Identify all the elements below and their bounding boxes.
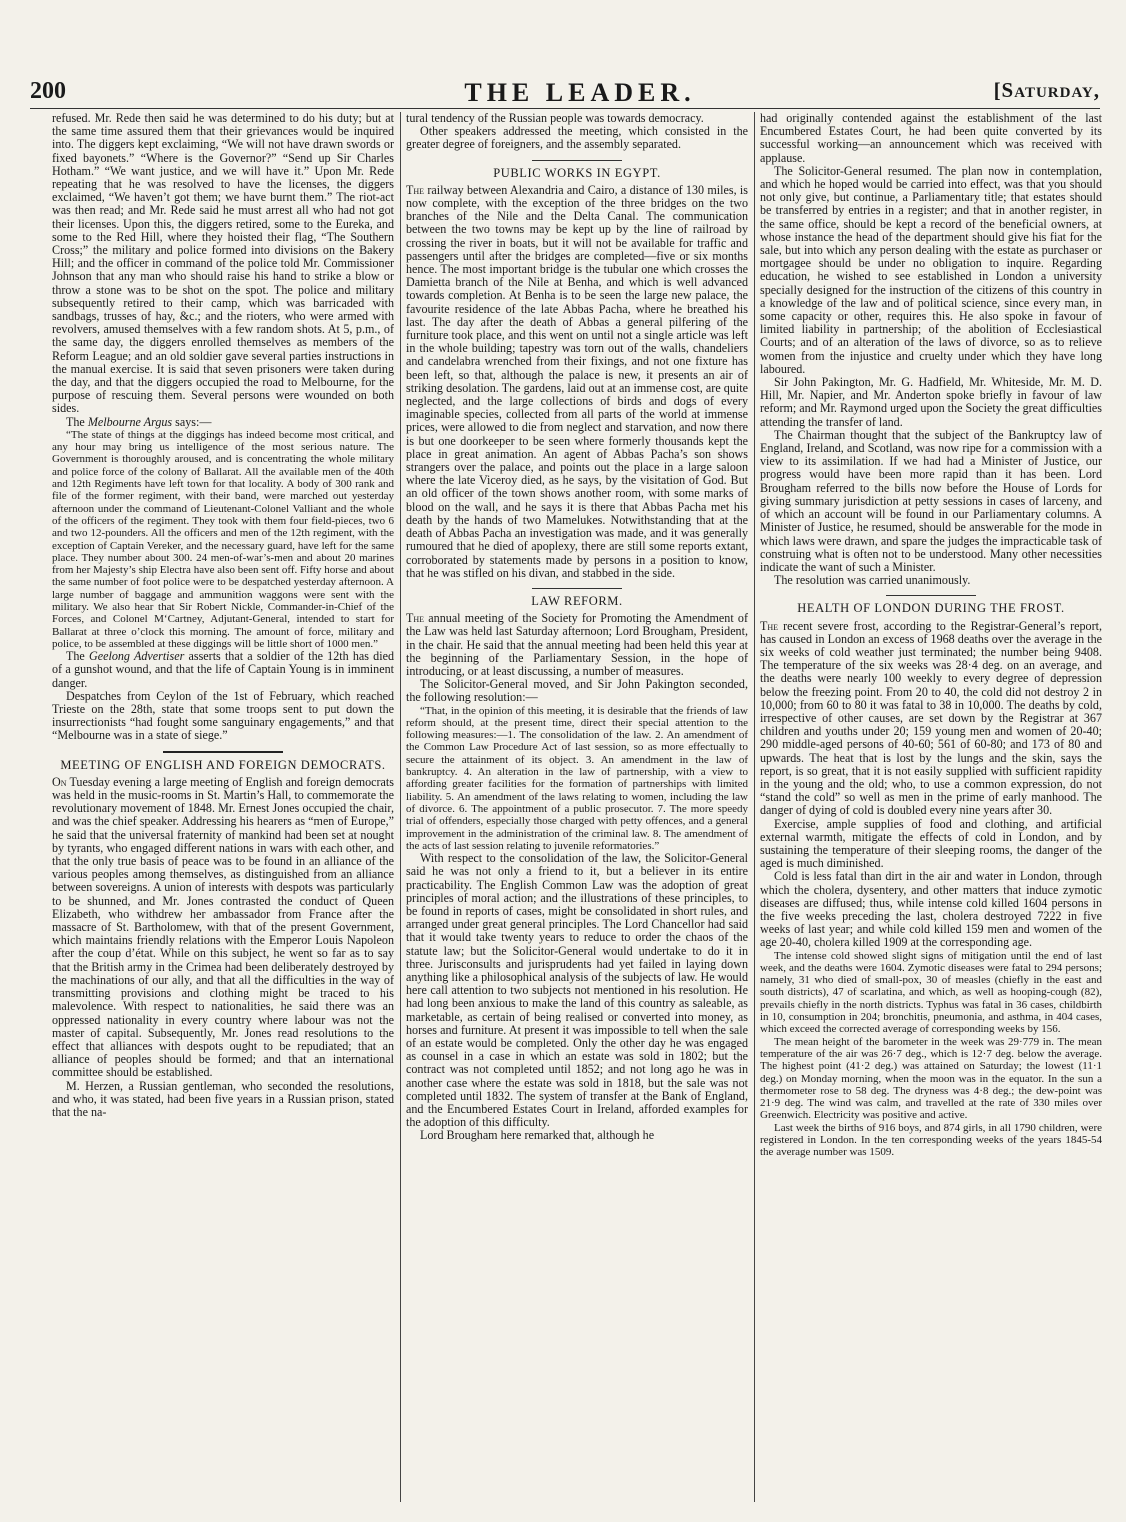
column-3 xyxy=(760,112,1102,1497)
page-number: 200 xyxy=(30,78,66,104)
dateline: [Saturday, xyxy=(993,78,1100,102)
lead-word: On xyxy=(52,774,67,789)
newspaper-name: Melbourne Argus xyxy=(87,414,173,429)
article-paragraph: Sir John Pakington, Mr. G. Hadfield, Mr. Whiteside, Mr. M. D. Hill, Mr. Napier, and Mr. Anderton spoke briefly in favour of law reform; and Mr. Raymond urged upon the Society the great difficulties attending the transfer of land. xyxy=(760,375,1102,429)
article-paragraph: The intense cold showed slight signs of mitigation until the end of last week, and the deaths were 1604. Zymotic diseases were fatal to 294 persons; namely, 31 who died of small-pox, 30 of measles (chiefly in the east and south districts), 47 of scarlatina, and which, as well as hooping-cough (82), prevails chiefly in the north districts. Typhus was fatal in 36 cases, childbirth in 10, consumption in 204; bronchitis, pneumonia, and asthma, in 404 cases, which exceed the corrected average of corresponding weeks by 156. xyxy=(760,949,1102,1036)
article-paragraph xyxy=(52,416,394,429)
article-paragraph xyxy=(406,184,748,580)
article-paragraph: Despatches from Ceylon of the 1st of February, which reached Trieste on the 28th, state that some troops sent to put down the insurrectionists “had fought some sanguinary engagements,” and that “Melbourne was in a state of siege.” xyxy=(52,688,394,743)
text-span: railway between Alexandria and Cairo, a distance of 130 miles, is now complete, with the exception of the three bridges on the two branches of the Nile and the Delta Canal. The communication between the two towns may be kept up by the line of railroad by crossing the river in boats, but it will not be available for traffic and passengers until after the bridges are completed—five or six months hence. The most important bridge is the tubular one which crosses the Damietta branch of the Nile at Benha, and which is well advanced towards completion. At Benha is to be seen the large new palace, the favourite residence of the late Abbas Pacha, where he breathed his last. The day after the death of Abbas a general pilfering of the furniture took place, and this went on until not a single article was left in the whole building; tapestry was torn out of the walls, chandeliers and candelabra wrenched from their fixings, and not one fixture has been left, so that, although the palace is new, it presents an air of striking desolation. The gardens, laid out at an immense cost, are quite neglected, and the large collections of birds and dogs of every imaginable species, collected from all parts of the world at immense prices, were allowed to die from neglect and starvation, and now there is but one doorkeeper to be seen where formerly thousands kept the place in great animation. An agent of Abbas Pacha’s son shows strangers over the palace, and points out the place in a large saloon where the late Viceroy died, as he says, by the visitation of God. But an old officer of the town shows another room, with some marks of blood on the wall, and he says it is there that Abbas Pacha met his death by the hands of two Mamelukes. Notwithstanding that at the death of Abbas Pacha an investigation was made, and it was generally rumoured that he died of apoplexy, there are still some reports extant, corroborated by statements made by persons in a position to know, that he was stifled on his divan, and stabbed in the side. xyxy=(406,182,748,580)
article-paragraph: The Solicitor-General resumed. The plan now in contemplation, and which he hoped would be carried into effect, was that you should not only give, but continue, a Parliamentary title; that estates should be transferred by entries in a register; and that in another register, in the same office, should be kept a record of the beneficial owners, at whose instance the head of the department should give his fiat for the sale, but into which any person dealing with the estate as purchaser or mortgagee should be under no obligation to inquire. Regarding education, he wished to see established in London a university specially designed for the instruction of the citizens of this country in a knowledge of the law and of political science, since every man, in some capacity or other, requires this. He also spoke in favour of limited liability in partnership; of the abolition of Ecclesiastical Courts; and of an alteration of the laws of divorce, so as to relieve women from the injustice and cruelty under which they have long laboured. xyxy=(760,163,1102,376)
article-paragraph: had originally contended against the establishment of the last Encumbered Estates Court, he had been quite converted by its successful working—an announcement which was received with applause. xyxy=(760,112,1102,165)
article-paragraph: M. Herzen, a Russian gentleman, who seconded the resolutions, and who, it was stated, had been five years in a Russian prison, stated that the na- xyxy=(52,1078,394,1119)
section-rule xyxy=(886,595,976,596)
text-span: asserts that a soldier of the 12th has died of a gunshot wound, and that the life of Captain Young is in imminent danger. xyxy=(52,649,394,690)
article-paragraph xyxy=(52,650,394,690)
masthead xyxy=(30,78,1100,109)
text-span: annual meeting of the Society for Promoting the Amendment of the Law was held last Saturday afternoon; Lord Brougham, President, in the chair. He said that the annual meeting had been held this year at the beginning of the Parliamentary Session, in the hope of introducing, or at least discussing, a number of measures. xyxy=(406,611,748,678)
article-paragraph xyxy=(52,776,394,1080)
quoted-paragraph: “The state of things at the diggings has indeed become most critical, and any hour may bring us intelligence of the most serious nature. The Government is thoroughly aroused, and is concentrating the whole military and police force of the colony of Ballarat. All the available men of the 40th and 12th Regiments have left town for that locality. A body of 300 rank and file of the former regiment, with their band, were marched out yesterday afternoon under the command of Lieutenant-Colonel Valliant and the whole of the officers of the regiment. They took with them four field-pieces, two 6 and two 12-pounders. All the officers and men of the 12th regiment, with the exception of Captain Vereker, and the necessary guard, have left for the same place. They number about 300. 24 men-of-war’s-men and about 20 marines from her Majesty’s ship Electra have also been sent off. Fifty horse and about the same number of foot police were to be despatched yesterday afternoon. A large number of baggage and ammunition waggons were sent with the military. We also hear that Sir Robert Nickle, Commander-in-Chief of the Forces, and Colonel M‘Cartney, Adjutant-General, intended to start for Ballarat at three o’clock this morning. The amount of force, military and police, to be assembled at these diggings will be little short of 1000 men.” xyxy=(52,428,394,650)
article-paragraph: With respect to the consolidation of the law, the Solicitor-General said he was not only a friend to it, but a believer in its entire practicability. The English Common Law was the adoption of great principles of moral action; and the illustrations of these principles, to be found in reports of cases, might be consolidated in short rules, and arranged under great general principles. The Lord Chancellor had said that it would take twenty years to reduce to order the chaos of the statute law; but the Solicitor-General would undertake to do it in three. Jurisconsults and jurisprudents had yet failed in laying down anything like a philosophical analysis of the subjects of law. He would here call attention to two subjects not mentioned in his resolution. He had long been anxious to make the land of this country as saleable, as marketable, as certain of being realised or converted into money, as horses and furniture. At present it was impossible to tell when the sale of an estate would be completed. Only the other day he was engaged as counsel in a case in which an estate was sold in 1802; but the contract was not completed until 1852; and not long ago he was in another case where the estate was sold in 1818, but the sale was not completed until 1832. The system of transfer at the Bank of England, and the Encumbered Estates Court in Ireland, afforded examples for the adoption of this difficulty. xyxy=(406,851,748,1130)
text-span: Tuesday evening a large meeting of English and foreign democrats was held in the music-rooms in St. Martin’s Hall, to commemorate the revolutionary movement of 1848. Mr. Ernest Jones occupied the chair, and was the chief speaker. Addressing his hearers as “men of Europe,” he said that the universal fraternity of mankind had been set at nought by tyrants, who engaged different nations in wars with each other, and that the only true basis of peace was to be found in an alliance of the various peoples among themselves, as distinguished from an alliance between sovereigns. A union of interests with despots was particularly to be shunned, and Mr. Jones contrasted the conduct of Queen Elizabeth, who withdrew her ambassador from France after the massacre of St. Bartholomew, with that of the present Government, which maintains friendly relations with the Emperor Louis Napoleon after the coup d’état. While on this subject, he went so far as to say that the British army in the Crimea had been deliberately destroyed by the machinations of our ally, and that all the difficulties in the way of transmitting provisions and clothing might be traced to his malevolence. With respect to nationalities, he said there was an oppressed nationality in every country where labour was not the master of capital. Subsequently, Mr. Jones read resolutions to the effect that alliances with despots ought to be repudiated; that an alliance of peoples should be formed; and that an international committee should be established. xyxy=(52,774,394,1080)
article-paragraph: The mean height of the barometer in the week was 29·779 in. The mean temperature of the air was 26·7 deg., which is 12·7 deg. below the average. The highest point (41·2 deg.) was attained on Saturday; the lowest (11·1 deg.) on Monday morning, when the moon was in the equator. In the sun a thermometer rose to 58 deg. The dryness was 4·8 deg.; the dew-point was 21·9 deg. The wind was calm, and travelled at the rate of 330 miles over Greenwich. Electricity was positive and active. xyxy=(760,1035,1102,1122)
article-paragraph: Cold is less fatal than dirt in the air and water in London, through which the cholera, dysentery, and other matters that induce zymotic diseases are diffused; thus, while intense cold killed 1604 persons in the five weeks preceding the last, cholera destroyed 7222 in five weeks of last year; and while cold killed 159 men and women of the age 20-40, cholera killed 1909 at the corresponding age. xyxy=(760,869,1102,950)
article-paragraph: Exercise, ample supplies of food and clothing, and artificial external warmth, mitigate the effects of cold in London, and by sustaining the temperature of their sleeping rooms, the danger of the aged is much diminished. xyxy=(760,816,1102,871)
article-paragraph xyxy=(406,612,748,678)
text-span: says:— xyxy=(172,414,212,429)
article-paragraph: The Chairman thought that the subject of the Bankruptcy law of England, Ireland, and Scotland, was now ripe for a commission with a view to its assimilation. If we had had a Minister of Justice, our progress would have been more rapid than it has been. Lord Brougham referred to the bills now before the House of Lords for giving summary jurisdiction at petty sessions in cases of larceny, and of which an account will be found in our Parliamentary columns. A Minister of Justice, he resumed, should be answerable for the mode in which laws were drawn, and spare the judges the impracticable task of construing what is often not to be understood. Many other necessities indicate the want of such a Minister. xyxy=(760,427,1102,574)
column-1 xyxy=(52,112,394,1497)
section-heading: LAW REFORM. xyxy=(531,593,623,608)
section-rule xyxy=(163,751,283,753)
column-divider xyxy=(400,112,401,1502)
column-2 xyxy=(406,112,748,1497)
section-rule xyxy=(532,160,622,161)
article-paragraph: The Solicitor-General moved, and Sir John Pakington seconded, the following resolution:— xyxy=(406,677,748,705)
article-paragraph: Lord Brougham here remarked that, although he xyxy=(420,1128,655,1143)
article-paragraph: Other speakers addressed the meeting, which consisted in the greater degree of foreigners, and the assembly separated. xyxy=(406,124,748,152)
article-paragraph xyxy=(760,620,1102,818)
column-divider xyxy=(754,112,755,1502)
newspaper-name: Geelong Advertiser xyxy=(89,649,185,664)
section-rule xyxy=(532,588,622,589)
section-heading: PUBLIC WORKS IN EGYPT. xyxy=(493,165,661,180)
text-span: The xyxy=(66,414,88,429)
article-paragraph: Last week the births of 916 boys, and 874 girls, in all 1790 children, were registered in London. In the ten corresponding weeks of the years 1845-54 the average number was 1509. xyxy=(760,1121,1102,1159)
lead-word: The xyxy=(406,182,425,197)
lead-word: The xyxy=(406,611,425,626)
newspaper-title: THE LEADER. xyxy=(464,78,696,107)
quoted-paragraph: “That, in the opinion of this meeting, it is desirable that the friends of law reform should, at the present time, direct their special attention to the following measures:—1. The consolidation of the law. 2. An amendment of the Common Law Procedure Act of last session, so as more effectually to secure the attainment of its object. 3. An amendment in the law of bankruptcy. 4. An alteration in the law of partnership, with a view to affording greater facilities for the formation of partnerships with limited liability. 5. An amendment of the laws relating to women, including the law of divorce. 6. The appointment of a public prosecutor. 7. The more speedy trial of offenders, especially those charged with petty offences, and a general improvement in the administration of the criminal law. 8. The amendment of the acts of last session relating to juvenile reformatories.” xyxy=(406,704,748,852)
text-span: The xyxy=(66,649,89,664)
lead-word: The xyxy=(760,618,779,633)
section-heading: HEALTH OF LONDON DURING THE FROST. xyxy=(797,601,1065,616)
article-paragraph: refused. Mr. Rede then said he was determined to do his duty; but at the same time assured them that their grievances would be inquired into. The diggers kept exclaiming, “We will not have drawn swords or fixed bayonets.” “Where is the Governor?” “Send up Sir Charles Hotham.” “We want justice, and we will have it.” Upon Mr. Rede repeating that he was resolved to have the licenses, the diggers exclaimed, “We haven’t got them; we have burnt them.” The riot-act was then read; and Mr. Rede said he must arrest all who had not got their licenses. Upon this, the diggers retired, some to the Eureka, and some to the Red Hill, where they hoisted their flag, “The Southern Cross;” the military and police formed into divisions on the Bakery Hill; and the officer in command of the police told Mr. Commissioner Johnson that any man who should raise his hand to strike a blow or throw a stone was to be shot on the spot. The police and military subsequently retired to their camp, which was barricaded with sandbags, trusses of hay, &c.; and the rioters, who were armed with revolvers, amused themselves with a few random shots. At 5, p.m., of the same day, the diggers enrolled themselves as members of the Reform League; and an old soldier gave several parties instructions in the manual exercise. It is said that seven prisoners were taken during the day, and that the diggers occupied the road to Melbourne, for the purpose of rescuing them. Several persons were wounded on both sides. xyxy=(52,112,394,416)
text-span: recent severe frost, according to the Registrar-General’s report, has caused in London an excess of 1968 deaths over the average in the six weeks of cold weather just terminated; the number being 9408. The temperature of the six weeks was 28·4 deg. on an average, and the deaths were nearly 100 weekly to every degree of depression below the freezing point. From 20 to 40, the cold did not destroy 2 in 10,000; from 60 to 80 it was fatal to 38 in 10,000. The deaths by cold, irrespective of other causes, are set down by the Registrar at 367 children and youths under 20; 159 young men and women of 20-40; 290 middle-aged persons of 40-60; 561 of 60-80; and 173 of 80 and upwards. The heat that is lost by the lungs and the skin, says the report, is so great, that it is not easily supplied with sufficient rapidity in the young and the old; who, to use a common expression, do not “stand the cold” so well as men in the prime of early manhood. The danger of dying of cold is doubled every nine years after 30. xyxy=(760,618,1102,818)
article-paragraph: The resolution was carried unanimously. xyxy=(774,573,971,588)
article-paragraph: tural tendency of the Russian people was towards democracy. xyxy=(406,112,704,125)
section-heading: MEETING OF ENGLISH AND FOREIGN DEMOCRATS. xyxy=(60,757,386,772)
